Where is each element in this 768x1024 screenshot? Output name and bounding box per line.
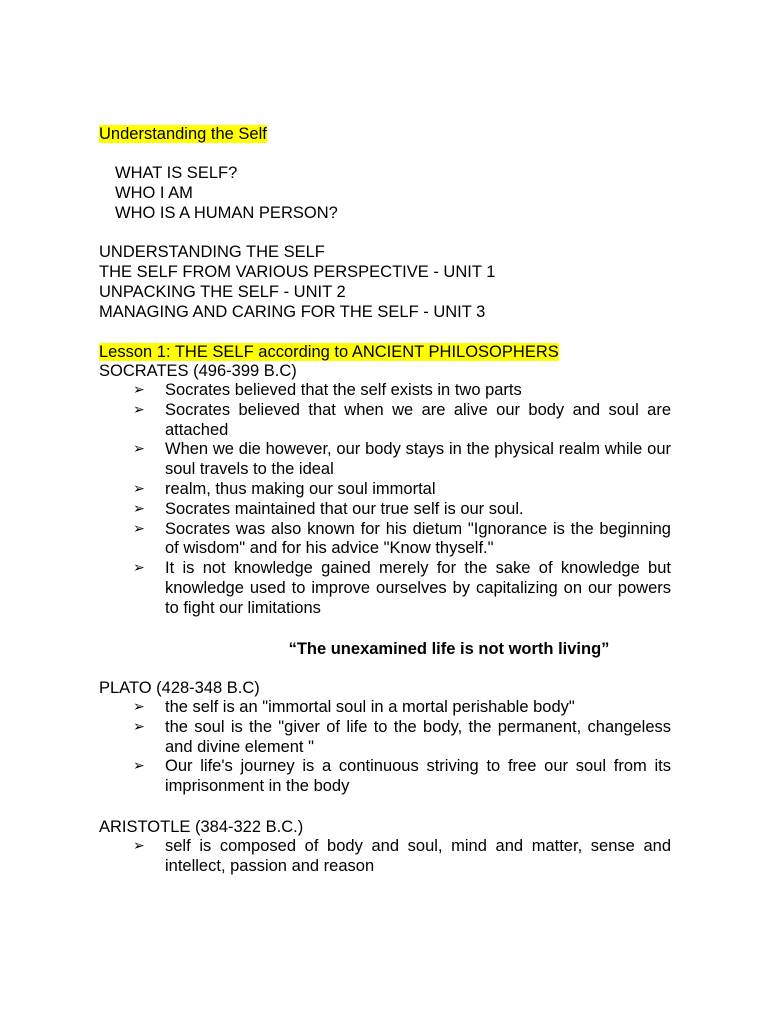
socrates-bullet-list <box>131 381 671 619</box>
list-item: ➢ When we die however, our body stays in the physical realm while our soul travels to the ideal <box>133 440 671 479</box>
outline-item: UNDERSTANDING THE SELF <box>99 243 325 261</box>
arrow-bullet-icon: ➢ <box>133 441 145 458</box>
outline-item: THE SELF FROM VARIOUS PERSPECTIVE - UNIT 1 <box>99 263 496 281</box>
section-heading-plato: PLATO (428-348 B.C) <box>99 679 260 697</box>
arrow-bullet-icon: ➢ <box>133 758 145 775</box>
list-item: ➢ It is not knowledge gained merely for the sake of knowledge but knowledge used to improve ourselves by capitalizing on our powers to fight our limitations <box>133 559 671 617</box>
document-title: Understanding the Self <box>99 125 267 143</box>
arrow-bullet-icon: ➢ <box>133 718 145 735</box>
arrow-bullet-icon: ➢ <box>133 401 145 418</box>
list-item: ➢ realm, thus making our soul immortal <box>133 479 436 498</box>
list-item: ➢ Socrates maintained that our true self is our soul. <box>133 499 524 518</box>
list-item: ➢ Socrates was also known for his dietum "Ignorance is the beginning of wisdom" and for his advice "Know thyself." <box>133 519 671 558</box>
arrow-bullet-icon: ➢ <box>133 382 145 398</box>
socrates-quote: “The unexamined life is not worth living” <box>288 640 610 658</box>
plato-bullet-list <box>131 698 671 797</box>
arrow-bullet-icon: ➢ <box>133 480 145 497</box>
question-item: WHO I AM <box>115 184 193 202</box>
arrow-bullet-icon: ➢ <box>133 500 145 517</box>
list-item: ➢ self is composed of body and soul, mind and matter, sense and intellect, passion and reason <box>133 837 671 875</box>
arrow-bullet-icon: ➢ <box>133 520 145 537</box>
list-item: ➢ Socrates believed that when we are alive our body and soul are attached <box>133 400 671 439</box>
arrow-bullet-icon: ➢ <box>133 560 145 577</box>
outline-item: MANAGING AND CARING FOR THE SELF - UNIT 3 <box>99 303 486 321</box>
question-item: WHAT IS SELF? <box>115 164 238 182</box>
arrow-bullet-icon: ➢ <box>133 838 145 854</box>
list-item: ➢ Our life's journey is a continuous striving to free our soul from its imprisonment in the body <box>133 757 671 796</box>
list-item: ➢ the soul is the "giver of life to the body, the permanent, changeless and divine element " <box>133 717 671 756</box>
section-heading-socrates: SOCRATES (496-399 B.C) <box>99 362 297 380</box>
aristotle-bullet-list <box>131 837 671 877</box>
question-item: WHO IS A HUMAN PERSON? <box>115 204 338 222</box>
section-heading-aristotle: ARISTOTLE (384-322 B.C.) <box>99 818 304 836</box>
arrow-bullet-icon: ➢ <box>133 699 145 715</box>
list-item: ➢ Socrates believed that the self exists in two parts <box>133 381 522 399</box>
lesson-title: Lesson 1: THE SELF according to ANCIENT PHILOSOPHERS <box>99 343 559 361</box>
list-item: ➢ the self is an "immortal soul in a mortal perishable body" <box>133 698 575 716</box>
outline-item: UNPACKING THE SELF - UNIT 2 <box>99 283 346 301</box>
